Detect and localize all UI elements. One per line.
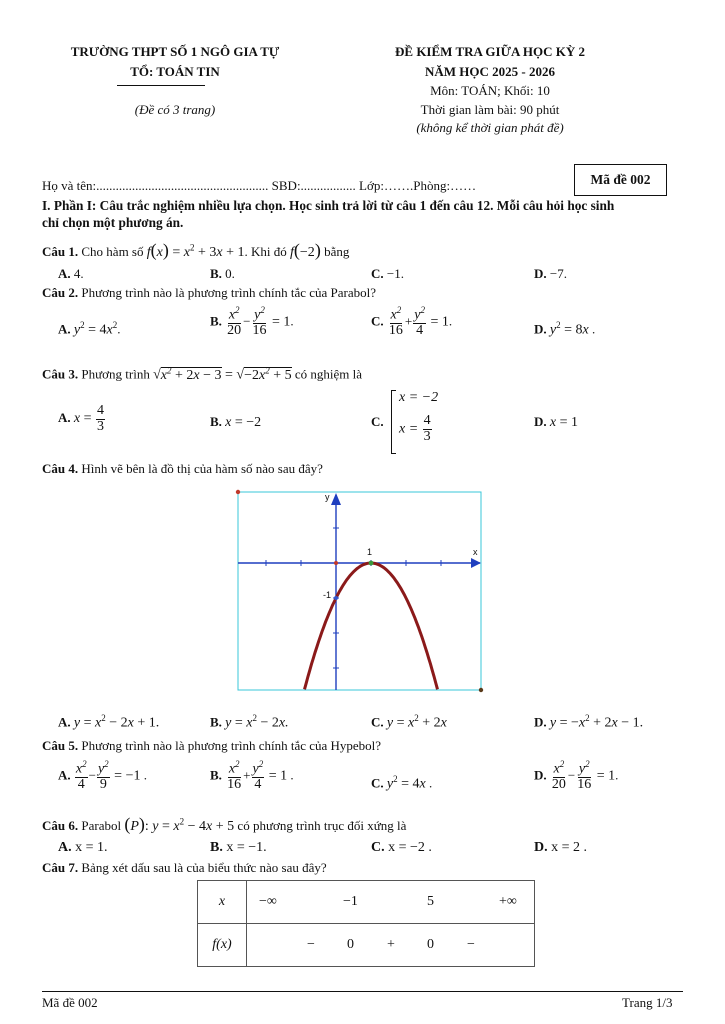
sign-table-f-values: − 0 + 0 − xyxy=(247,924,535,967)
graph-frame xyxy=(238,492,481,690)
part1-title: I. Phần I: Câu trắc nghiệm nhiều lựa chọn. Học sinh trả lời từ câu 1 đến câu 12. Mỗi câu hỏi học sinh xyxy=(42,198,615,213)
time-note: (không kể thời gian phát đề) xyxy=(416,120,564,135)
student-info-line: Họ và tên:..................................................... SBD:................. Lớp:…….Phòng:…… xyxy=(42,178,477,193)
q2-option-b[interactable]: B. $\frac{x^2}{20}$ − $\frac{y^2}{16}$ = 1. xyxy=(210,305,294,339)
question-text: . Khi đó xyxy=(244,244,287,259)
exam-code-box xyxy=(574,164,667,196)
q3-option-d[interactable]: D. x = 1 xyxy=(534,414,579,430)
y-axis-label: y xyxy=(325,492,330,502)
math-expr: f xyxy=(146,245,151,260)
question-7: Câu 7. Bảng xét dấu sau là của biểu thức nào sau đây? xyxy=(42,860,327,875)
question-text: Cho hàm số xyxy=(81,244,144,259)
exam-code: Mã đề 002 xyxy=(590,172,651,187)
q2-option-c[interactable]: C. $\frac{x^2}{16}$ + $\frac{y^2}{4}$ = 1. xyxy=(371,305,453,339)
q4-option-c[interactable]: C. $y = x^2 + 2x$ xyxy=(371,713,447,731)
q6-option-a[interactable]: A. x = 1. xyxy=(58,840,108,855)
subject-line: Môn: TOÁN; Khối: 10 xyxy=(430,83,550,98)
frame-corner-point xyxy=(479,688,483,692)
q5-option-d[interactable]: D. $\frac{x^2}{20}$ − $\frac{y^2}{16}$ = 1. xyxy=(534,759,619,793)
y-intercept-point xyxy=(334,596,338,600)
sign-table-row-x xyxy=(198,881,535,924)
q6-option-b[interactable]: B. x = −1. xyxy=(210,840,267,855)
sign-table-row-f xyxy=(198,924,535,967)
sign-table-f-label: f(x) xyxy=(198,924,247,967)
x-axis-arrow xyxy=(471,558,481,568)
school-name: TRƯỜNG THPT SỐ 1 NGÔ GIA TỰ xyxy=(70,44,280,59)
question-5: Câu 5. Phương trình nào là phương trình chính tắc của Hypebol? xyxy=(42,738,382,753)
exam-title: ĐỀ KIỂM TRA GIỮA HỌC KỲ 2 xyxy=(395,44,585,59)
q5-option-c[interactable]: C. $y^2 = 4x$ . xyxy=(371,774,433,792)
q3-option-b[interactable]: B. x = −2 xyxy=(210,414,262,430)
q1-option-b[interactable]: B. 0. xyxy=(210,266,235,281)
q2-option-a[interactable]: A. $y^2 = 4x^2$. xyxy=(58,320,121,338)
footer-exam-code: Mã đề 002 xyxy=(42,995,98,1010)
question-label: Câu 1. xyxy=(42,244,79,259)
sign-table-x-values: −∞ −1 5 +∞ xyxy=(247,881,535,924)
q5-option-a[interactable]: A. $\frac{x^2}{4}$ − $\frac{y^2}{9}$ = −1 . xyxy=(58,759,147,793)
header-underline xyxy=(117,85,205,86)
q4-option-a[interactable]: A. $y = x^2 - 2x + 1$. xyxy=(58,713,160,731)
question-6: Câu 6. Parabol (P): $y = x^2 - 4x + 5$ có phương trình trục đối xứng là xyxy=(42,814,407,834)
footer-page-number: Trang 1/3 xyxy=(622,995,673,1010)
frame-corner-point xyxy=(236,490,240,494)
question-4: Câu 4. Hình vẽ bên là đồ thị của hàm số nào sau đây? xyxy=(42,461,323,476)
question-2: Câu 2. Phương trình nào là phương trình chính tắc của Parabol? xyxy=(42,285,377,300)
department-name: TỔ: TOÁN TIN xyxy=(130,64,220,79)
q4-option-b[interactable]: B. $y = x^2 - 2x$. xyxy=(210,713,289,731)
question-1: Câu 1. Cho hàm số $f(x) = x^2 + 3x + 1$. Khi đó f(−2) bằng xyxy=(42,240,350,260)
q1-option-a[interactable]: A. 4. xyxy=(58,266,84,281)
question-text: bằng xyxy=(324,244,350,259)
time-line: Thời gian làm bài: 90 phút xyxy=(420,102,560,117)
q6-option-c[interactable]: C. x = −2 . xyxy=(371,840,432,855)
parabola-curve xyxy=(305,563,438,689)
x-axis-label: x xyxy=(473,547,478,557)
q1-option-c[interactable]: C. −1. xyxy=(371,266,404,281)
question-3: Câu 3. Phương trình $√x^2 + 2x - 3 = √-2x^2 + 5$ có nghiệm là xyxy=(42,365,363,383)
footer-divider xyxy=(42,991,683,992)
function-graph xyxy=(230,485,492,695)
sign-table xyxy=(197,880,535,967)
y-axis-arrow xyxy=(331,493,341,505)
q2-option-d[interactable]: D. $y^2 = 8x$ . xyxy=(534,320,596,338)
sign-table-x-label: x xyxy=(198,881,247,924)
pages-note: (Đề có 3 trang) xyxy=(134,102,216,117)
part1-title-cont: chỉ chọn một phương án. xyxy=(42,215,184,230)
q4-option-d[interactable]: D. $y = -x^2 + 2x - 1$. xyxy=(534,713,644,731)
q6-option-d[interactable]: D. x = 2 . xyxy=(534,840,588,855)
school-year: NĂM HỌC 2025 - 2026 xyxy=(425,64,555,79)
vertex-point xyxy=(369,561,374,566)
q3-option-a[interactable]: A. x = $\frac{4}{3}$ xyxy=(58,403,105,434)
q1-option-d[interactable]: D. −7. xyxy=(534,266,567,281)
origin-point xyxy=(334,561,338,565)
q5-option-b[interactable]: B. $\frac{x^2}{16}$ + $\frac{y^2}{4}$ = 1 . xyxy=(210,759,294,793)
tick-label-1: 1 xyxy=(367,547,373,557)
tick-label-neg1: -1 xyxy=(323,590,332,600)
